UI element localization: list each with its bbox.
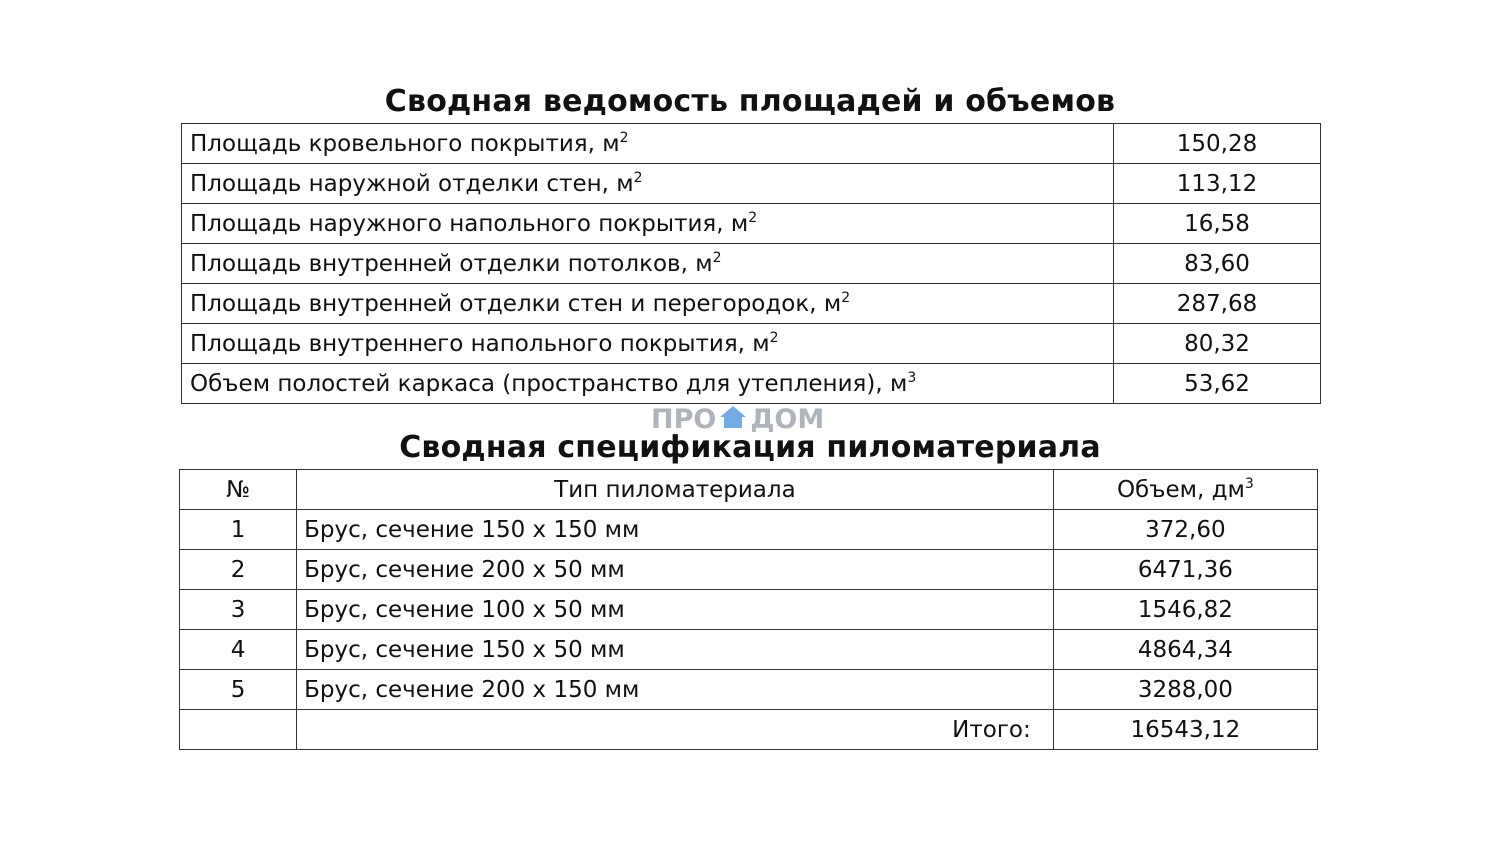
row-type: Брус, сечение 100 х 50 мм	[297, 590, 1054, 630]
area-value: 113,12	[1114, 164, 1321, 204]
house-icon	[720, 406, 746, 430]
total-value: 16543,12	[1053, 710, 1317, 750]
row-num: 1	[180, 510, 297, 550]
table-row	[180, 550, 1318, 590]
watermark-text-right: ДОМ	[750, 404, 825, 435]
row-type: Брус, сечение 200 х 50 мм	[297, 550, 1054, 590]
area-value: 287,68	[1114, 284, 1321, 324]
row-volume: 3288,00	[1053, 670, 1317, 710]
table-row	[182, 364, 1321, 404]
table-row	[182, 124, 1321, 164]
row-type: Брус, сечение 200 х 150 мм	[297, 670, 1054, 710]
table-row	[182, 324, 1321, 364]
area-value: 16,58	[1114, 204, 1321, 244]
row-volume: 1546,82	[1053, 590, 1317, 630]
table-header-row	[180, 470, 1318, 510]
table-total-row	[180, 710, 1318, 750]
area-label: Площадь внутреннего напольного покрытия, $м^2$	[182, 324, 1114, 364]
header-type: Тип пиломатериала	[297, 470, 1054, 510]
areas-table-title: Сводная ведомость площадей и объемов	[384, 84, 1116, 119]
area-label: Площадь внутренней отделки потолков, $м^2$	[182, 244, 1114, 284]
header-num: №	[180, 470, 297, 510]
area-label: Площадь наружного напольного покрытия, $м^2$	[182, 204, 1114, 244]
table-row	[182, 244, 1321, 284]
row-volume: 6471,36	[1053, 550, 1317, 590]
area-label: Площадь наружной отделки стен, $м^2$	[182, 164, 1114, 204]
header-volume: Объем, $дм^3$	[1053, 470, 1317, 510]
area-value: 53,62	[1114, 364, 1321, 404]
spec-table-title: Сводная спецификация пиломатериала	[399, 430, 1101, 465]
area-value: 83,60	[1114, 244, 1321, 284]
row-num: 4	[180, 630, 297, 670]
area-value: 150,28	[1114, 124, 1321, 164]
area-label: Площадь внутренней отделки стен и перегородок, $м^2$	[182, 284, 1114, 324]
table-row	[182, 284, 1321, 324]
table-row	[180, 670, 1318, 710]
table-row	[180, 510, 1318, 550]
row-num: 3	[180, 590, 297, 630]
row-num: 5	[180, 670, 297, 710]
row-num: 2	[180, 550, 297, 590]
row-type: Брус, сечение 150 х 50 мм	[297, 630, 1054, 670]
spec-table	[179, 469, 1318, 750]
table-row	[182, 164, 1321, 204]
row-type: Брус, сечение 150 х 150 мм	[297, 510, 1054, 550]
table-row	[180, 590, 1318, 630]
table-row	[182, 204, 1321, 244]
area-label: Площадь кровельного покрытия, $м^2$	[182, 124, 1114, 164]
total-label: Итого:	[297, 710, 1054, 750]
areas-table	[181, 123, 1321, 404]
row-volume: 372,60	[1053, 510, 1317, 550]
row-volume: 4864,34	[1053, 630, 1317, 670]
table-row	[180, 630, 1318, 670]
area-value: 80,32	[1114, 324, 1321, 364]
total-empty-cell	[180, 710, 297, 750]
area-label: Объем полостей каркаса (пространство для утепления), $м^3$	[182, 364, 1114, 404]
watermark-text-left: ПРО	[651, 404, 717, 435]
